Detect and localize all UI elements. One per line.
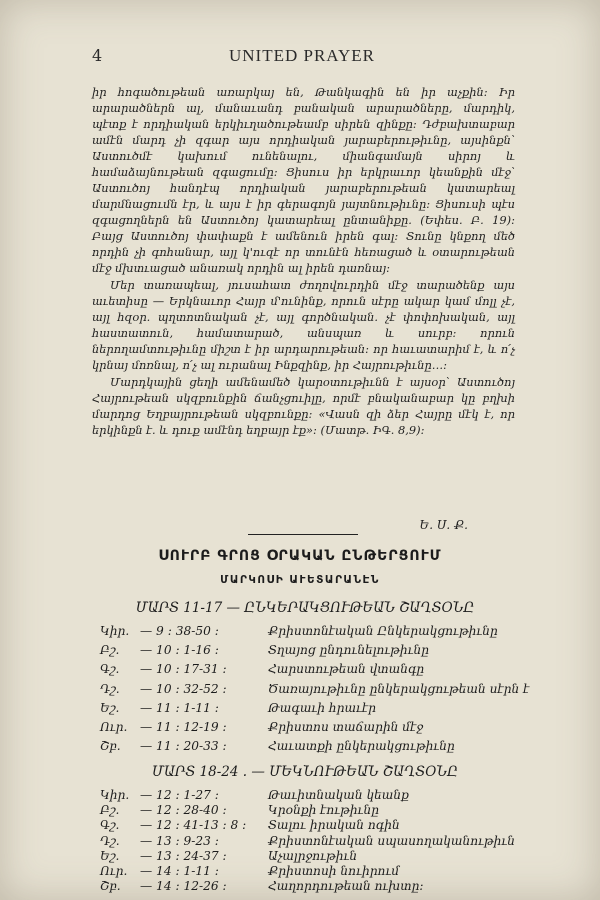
reading-topic: Քրիստոսի նուիրում <box>268 863 400 878</box>
reading-topic: Կրօնքի էութիւնը <box>268 803 379 818</box>
reading-day: Բշ. <box>100 643 120 658</box>
reading-topic: Հաղորդութեան ուխտը։ <box>268 879 424 894</box>
reading-row <box>100 701 520 720</box>
reading-day: Գշ. <box>100 818 120 833</box>
reading-topic: Քրիստոնէական Ընկերակցութիւնը <box>268 624 498 638</box>
reading-row <box>100 624 520 643</box>
reading-row <box>100 818 520 833</box>
running-title: UNITED PRAYER <box>228 46 376 65</box>
reading-reference: — 12 ։ 1-27 ։ <box>140 788 219 802</box>
reading-day: Կիր. <box>100 788 130 802</box>
paragraph-1: իր հոգածութեան առարկայ են, Թանկագին են իր աչքին։ Իր արարածներն ալ, մանաւանդ բանական արարածները, մարդիկ, պէտք է որդիական երկիւղածութեամբ սիրեն զինքը։ Դժբախտաբար ամէն մարդ չի զգար այս որդիական յարաբերութիւնը, այսինքն՝ Աստուծմէ կախում ունենալու, միանգամայն սիրոյ և համաձայնութեան զգացումը։ Ցիսուս իր երկրաւոր կեանքին մէջ՝ Աստուծոյ հանդէպ որդիական յարաբերութեան կատարեալ մարմնացումն էր, և այս է իր գերագոյն յայտնութիւնը։ Ցիսուսի պէս զգացողներն են Աստուծոյ կատարեալ ընտանիքը. (Եփես. Բ. 19)։ Բայց Աստուծոյ փափաքն է ամենուն իրեն գալ։ Տունը կնքող մեծ որդին չի գոհանար, այլ կ'ուզէ որ տունէն հեռացած և օտարութեան մէջ մխտւացած անառակ որդին ալ իրեն դառնայ։ <box>92 85 515 275</box>
reading-reference: — 10 ։ 17-31 ։ <box>140 662 227 677</box>
reading-row <box>100 864 520 879</box>
article-body <box>92 84 515 439</box>
reading-row <box>100 681 530 701</box>
paragraph-3: Մարդկային ցեղի ամենամեծ կարօտութիւնն է այսօր՝ Աստուծոյ Հայրութեան սկզբունքին ճանչցուիլը, որմէ բնականաբար կը բղխի մարդոց Եղբայրութեան սկզբունքը։ «Վասն զի ձեր Հայրը մէկ է, որ երկինքն է. և դուք ամէնդ եղբայր էք»։ (Մատթ. ԻԳ. 8,9)։ <box>92 375 515 437</box>
reading-reference: — 11 ։ 20-33 ։ <box>140 739 227 754</box>
reading-reference: — 10 ։ 1-16 ։ <box>140 643 219 658</box>
reading-row <box>100 643 520 662</box>
reading-reference: — 14 ։ 1-11 ։ <box>140 863 219 878</box>
reading-day: Շբ. <box>100 739 121 754</box>
reading-topic: Տալու իրական ոգին <box>268 818 400 833</box>
author-signature: Ե. Ս. Ք. <box>419 518 468 532</box>
week-1-readings <box>100 624 530 758</box>
reading-row <box>100 834 520 849</box>
section-divider <box>248 534 358 535</box>
reading-reference: — 14 ։ 12-26 ։ <box>140 879 227 894</box>
reading-row <box>100 720 520 739</box>
reading-topic: Հարստութեան վտանգը <box>268 662 425 677</box>
reading-row <box>100 879 520 894</box>
reading-row <box>100 803 520 818</box>
reading-row <box>100 662 520 681</box>
section-title: ՍՈՒՐԲ ԳՐՈՑ ՕՐԱԿԱՆ ԸՆԹԵՐՑՈՒՄ <box>158 548 442 564</box>
reading-row <box>100 739 520 758</box>
reading-day: Բշ. <box>100 803 120 818</box>
reading-day: Դշ. <box>100 681 120 696</box>
section-subtitle: ՄԱՐԿՈՍԻ ԱՒԵՏԱՐԱՆԷՆ <box>220 574 380 586</box>
reading-reference: — 9 ։ 38-50 ։ <box>140 624 219 638</box>
reading-reference: — 10 ։ 32-52 ։ <box>140 681 227 696</box>
reading-row <box>100 849 520 864</box>
reading-day: Եշ. <box>100 700 120 715</box>
week-1-heading: ՄԱՐՏ 11-17 — ԸՆԿԵՐԱԿՑՈՒԹԵԱՆ ՇԱՂՏՕՆԸ <box>135 600 475 616</box>
paragraph-2: Մեր տառապեալ, յուսահատ ժողովուրդին մէջ տարածենք այս աւետիսը — Երկնաւոր Հայր մ'ունինք, որուն սէրը ակար կամ մոլլ չէ, այլ հզօր. պղտոտնական չէ, այլ գործնական. չէ փոփոխական, այլ հաստատուն, համատարած, անսպառ և սուրբ։ որուն ներողամտութիւնը միշտ է իր արդարութեան։ որ հաւատարիմ է, և ո՛չ կրնայ մոռնալ, ո՛չ ալ ուրանալ Ինքզինք, իր Հայրութիւնը…։ <box>92 278 515 372</box>
reading-reference: — 13 ։ 24-37 ։ <box>140 848 227 863</box>
reading-row <box>100 788 520 803</box>
reading-day: Կիր. <box>100 624 130 638</box>
week-2-heading: ՄԱՐՏ 18-24 . — ՄԵԿՆՈՒԹԵԱՆ ՇԱՂՏՕՆԸ <box>151 764 459 780</box>
reading-day: Շբ. <box>100 879 121 894</box>
reading-reference: — 12 ։ 28-40 ։ <box>140 803 227 818</box>
reading-day: Ուր. <box>100 719 128 734</box>
reading-reference: — 12 ։ 41-13 ։ 8 ։ <box>140 818 247 833</box>
page-number: 4 <box>92 46 103 65</box>
reading-topic: Թագաւի հրաւէր <box>268 700 377 715</box>
reading-topic: Տղայոց ընդունելութիւնը <box>268 643 430 658</box>
reading-reference: — 11 ։ 1-11 ։ <box>140 700 219 715</box>
reading-topic: Աչալրջութիւն <box>268 848 358 863</box>
reading-day: Եշ. <box>100 848 120 863</box>
reading-reference: — 13 ։ 9-23 ։ <box>140 833 219 848</box>
reading-day: Ուր. <box>100 863 128 878</box>
reading-topic: Թաւիտնական կեանք <box>268 788 409 802</box>
reading-topic: Ծառայութիւնը ընկերակցութեան սէրն է <box>268 681 530 696</box>
page-header <box>92 44 512 70</box>
reading-topic: Քրիստոս տաճարին մէջ <box>268 719 424 734</box>
week-2-readings <box>100 788 520 894</box>
reading-day: Դշ. <box>100 833 120 848</box>
reading-topic: Քրիստոնէական սպասողականութիւն <box>268 833 516 848</box>
reading-day: Գշ. <box>100 662 120 677</box>
reading-reference: — 11 ։ 12-19 ։ <box>140 719 227 734</box>
reading-topic: Հաւատքի ընկերակցութիւնը <box>268 739 455 754</box>
